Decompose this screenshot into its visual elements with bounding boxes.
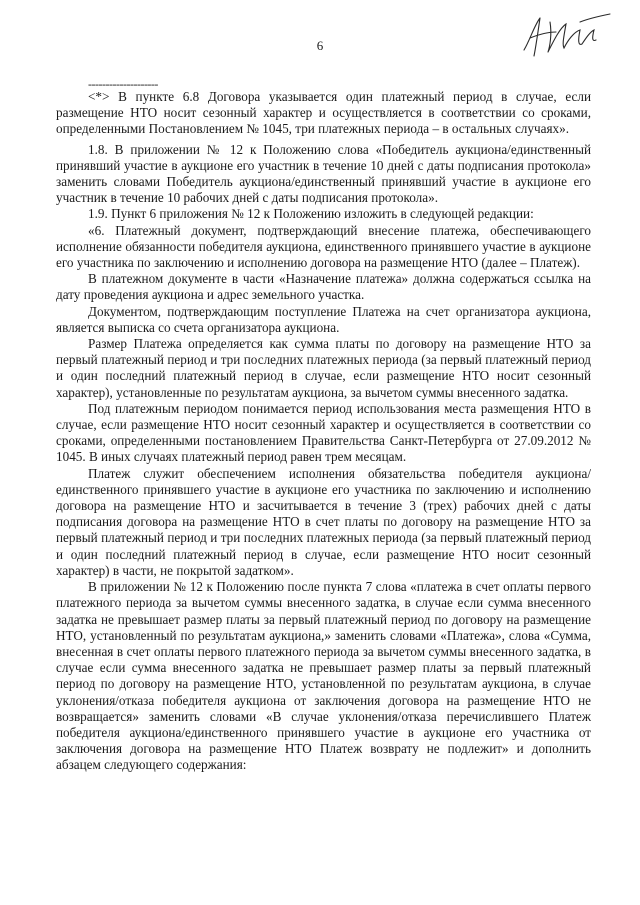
paragraph-1-9: 1.9. Пункт 6 приложения № 12 к Положению изложить в следующей редакции: xyxy=(88,206,534,222)
paragraph-item-6: «6. Платежный документ, подтверждающий внесение платежа, обеспечивающего исполнение обязанности победителя аукциона, единственного принявшего участие в аукционе его участника по заключению и исполнению договора на размещение НТО (далее – Платеж). xyxy=(56,222,591,271)
paragraph-appendix-12-amendment: В приложении № 12 к Положению после пункта 7 слова «платежа в счет оплаты первого платежного периода за вычетом суммы внесенного задатка, в случае если сумма внесенного задатка не превышает размер платы за первый платежный период по договору на размещение НТО, установленный по результатам аукциона,» заменить словами «Платежа», слова «Сумма, внесенная в счет оплаты первого платежного периода за вычетом суммы внесенного задатка, в случае если сумма внесенного задатка не превышает размер платы за первый платежный период по договору на размещение НТО, установленной по результатам аукциона, в случае уклонения/отказа победителя аукциона от заключения договора на размещение НТО не возвращается» заменить словами «В случае уклонения/отказа перечислившего Платеж победителя аукциона/единственного принявшего участие в аукционе его участника от заключения договора на размещение НТО Платеж возврату не подлежит» и дополнить абзацем следующего содержания: xyxy=(56,579,591,773)
page-number: 6 xyxy=(316,38,324,53)
footnote-separator: -------------------- xyxy=(88,77,158,91)
document-body xyxy=(56,89,591,774)
paragraph-1-8: 1.8. В приложении № 12 к Положению слова «Победитель аукциона/единственный принявший участие в аукционе его участник в течение 10 дней с даты подписания протокола» заменить словами Победитель аукциона/единственный принявший участие в аукционе его участник в течение 10 рабочих дней с даты подписания протокола». xyxy=(56,141,591,206)
handwritten-signature xyxy=(520,10,612,64)
paragraph-payment-purpose: В платежном документе в части «Назначение платежа» должна содержаться ссылка на дату проведения аукциона и адрес земельного участка. xyxy=(56,271,591,303)
paragraph-payment-security: Платеж служит обеспечением исполнения обязательства победителя аукциона/единственного принявшего участие в аукционе его участника по заключению и исполнению договора на размещение НТО и засчитывается в течение 3 (трех) рабочих дней с даты подписания договора на размещение НТО в счет платы по договору на размещение НТО за первый платежный период и три последних платежных периода (за первый платежный период и один последний платежный период в случае, если размещение НТО носит сезонный характер) в части, не покрытой задатком». xyxy=(56,465,591,578)
paragraph-confirming-document: Документом, подтверждающим поступление Платежа на счет организатора аукциона, является выписка со счета организатора аукциона. xyxy=(56,303,591,335)
footnote-text: <*> В пункте 6.8 Договора указывается один платежный период в случае, если размещение НТО носит сезонный характер и осуществляется в соответствии со сроками, определенными Постановлением № 1045, три платежных периода – в остальных случаях». xyxy=(56,89,591,137)
paragraph-payment-size: Размер Платежа определяется как сумма платы по договору на размещение НТО за первый платежный период и три последних платежных периода (за первый платежный период и один последний платежный период в случае, если размещение НТО носит сезонный характер), установленные по результатам аукциона, за вычетом суммы внесенного задатка. xyxy=(56,336,591,400)
paragraph-payment-period: Под платежным периодом понимается период использования места размещения НТО в случае, если размещение НТО носит сезонный характер и осуществляется в соответствии со сроками, определенными постановлением Правительства Санкт-Петербурга от 27.09.2012 № 1045. В иных случаях платежный период равен трем месяцам. xyxy=(56,400,591,465)
